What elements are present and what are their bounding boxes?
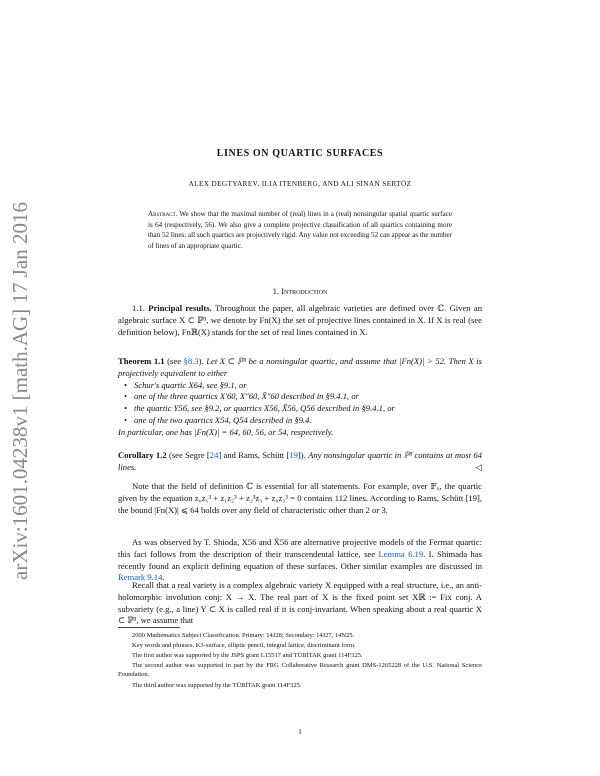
theorem-item: • one of the three quartics X′60, X″60, X̄″60 described in §9.4.1, or (134, 391, 482, 403)
subsection-principal-results (118, 303, 482, 338)
corollary-label: Corollary 1.2 (118, 450, 167, 460)
theorem-conclusion: In particular, one has |Fn(X)| = 64, 60, 56, or 54, respectively. (118, 426, 334, 437)
footnote-rule (118, 627, 180, 628)
corollary-1-2 (118, 450, 482, 474)
footnote-second-author: The second author was supported in part by the FRG Collaborative Research grant DMS-1265228 of the U.S. National Science Foundation. (118, 662, 482, 679)
theorem-ref-link[interactable]: §8.3 (183, 356, 199, 366)
theorem-item: • the quartic Y56, see §9.2, or quartics X56, X̄56, Q56 described in §9.4.1, or (134, 403, 482, 415)
corollary-ref-post: ]). (297, 450, 306, 460)
abstract-text: We show that the maximal number of (real) lines in a (real) nonsingular spatial quartic surface is 64 (respectively, 56). We also give a complete projective classification of all quartics containing more than 52 lines: all such quartics are projectively rigid. Any value not exceeding 52 can appear as the number of lines of an appropriate quartic. (148, 210, 452, 250)
subsection-number: 1.1. (132, 303, 145, 313)
theorem-ref-open: (see (167, 356, 184, 366)
corollary-ref-19[interactable]: 19 (289, 450, 298, 460)
corollary-statement: Any nonsingular quartic in ℙ³ contains at most 64 lines. (118, 450, 482, 472)
theorem-label: Theorem 1.1 (118, 356, 165, 366)
theorem-item: • Schur's quartic X64, see §9.1, or (134, 380, 482, 392)
footnote-keywords: Key words and phrases. K3-surface, elliptic pencil, integral lattice, discriminant form. (132, 642, 356, 649)
section-number: 1. (272, 286, 280, 296)
page-number: 1 (298, 727, 302, 736)
remark-9-14-link[interactable]: Remark 9.14 (118, 572, 163, 583)
abstract-label: Abstract. (148, 210, 178, 218)
subsection-title: Principal results. (148, 303, 212, 313)
theorem-1-1 (118, 356, 482, 439)
corollary-ref-mid: ] and Rams, Schütt [ (218, 450, 290, 460)
arxiv-id-text: arXiv:1601.04238v1 [math.AG] 17 Jan 2016 (8, 202, 32, 580)
para2-mid: . I. Shimada has recently found an explicit defining equation of these surfaces. Other similar examples are discussed in (118, 548, 483, 571)
corollary-ref-pre: (see Segre [ (168, 450, 210, 460)
paragraph-shioda (118, 537, 482, 584)
paper-title: LINES ON QUARTIC SURFACES (216, 148, 384, 159)
paragraph-field-of-definition: Note that the field of definition ℂ is essential for all statements. For example, over 𝔽₉, the quartic given by the equation z₀z₁³ + z₁z₂³ + z₂³z₃ + z₀z₃³ = 0 contains 112 lines. According to Rams, Schütt [19], the bound |Fn(X)| ⩽ 64 holds over any field of characteristic other than 2 or 3. (118, 481, 482, 515)
section-heading (118, 286, 482, 296)
para2-text: As was observed by T. Shioda, X56 and X̄56 are alternative projective models of the Fermat quartic: this fact follows from the description of their transcendental lattice, see (118, 537, 482, 559)
footnote-msc: 2000 Mathematics Subject Classification. Primary: 14J28; Secondary: 14J27, 14N25. (132, 632, 355, 639)
theorem-item: • one of the two quartics X54, Q54 described in §9.4. (134, 415, 482, 427)
theorem-statement: Let X ⊂ ℙ³ be a nonsingular quartic, and assume that |Fn(X)| > 52. Then X is projectively equivalent to either (118, 356, 482, 378)
para2-end: . (162, 572, 165, 583)
footnote-third-author: The third author was supported by the TÜBİTAK grant 114F325. (132, 682, 302, 689)
subsection-text: Throughout the paper, all algebraic varieties are defined over ℂ. Given an algebraic surface X ⊂ ℙ³, we denote by Fn(X) the set of projective lines contained in X. If X is real (see definition below), Fnℝ(X) stands for the set of real lines contained in X. (118, 303, 483, 337)
paragraph-real-variety: Recall that a real variety is a complex algebraic variety X equipped with a real structure, i.e., an anti-holomorphic involution conj: X → X. The real part of X is the fixed point set Xℝ := Fix conj. A subvariety (e.g., a line) Y ⊂ X is called real if it is conj-invariant. When speaking about a real quartic X ⊂ ℙ³, we assume that (118, 580, 482, 626)
corollary-ref-24[interactable]: 24 (209, 450, 219, 460)
theorem-ref-close: ). (198, 356, 204, 366)
corollary-end-mark: ◁ (475, 461, 482, 472)
theorem-items (118, 380, 482, 427)
lemma-6-19-link[interactable]: Lemma 6.19 (378, 548, 424, 559)
abstract (148, 209, 452, 251)
paper-authors: ALEX DEGTYAREV, ILIA ITENBERG, AND ALI SİNAN SERTÖZ (188, 180, 412, 188)
section-name: Introduction (281, 286, 328, 296)
footnote-first-author: The first author was supported by the JSPS grant L15517 and TÜBİTAK grant 114F325. (132, 652, 363, 659)
